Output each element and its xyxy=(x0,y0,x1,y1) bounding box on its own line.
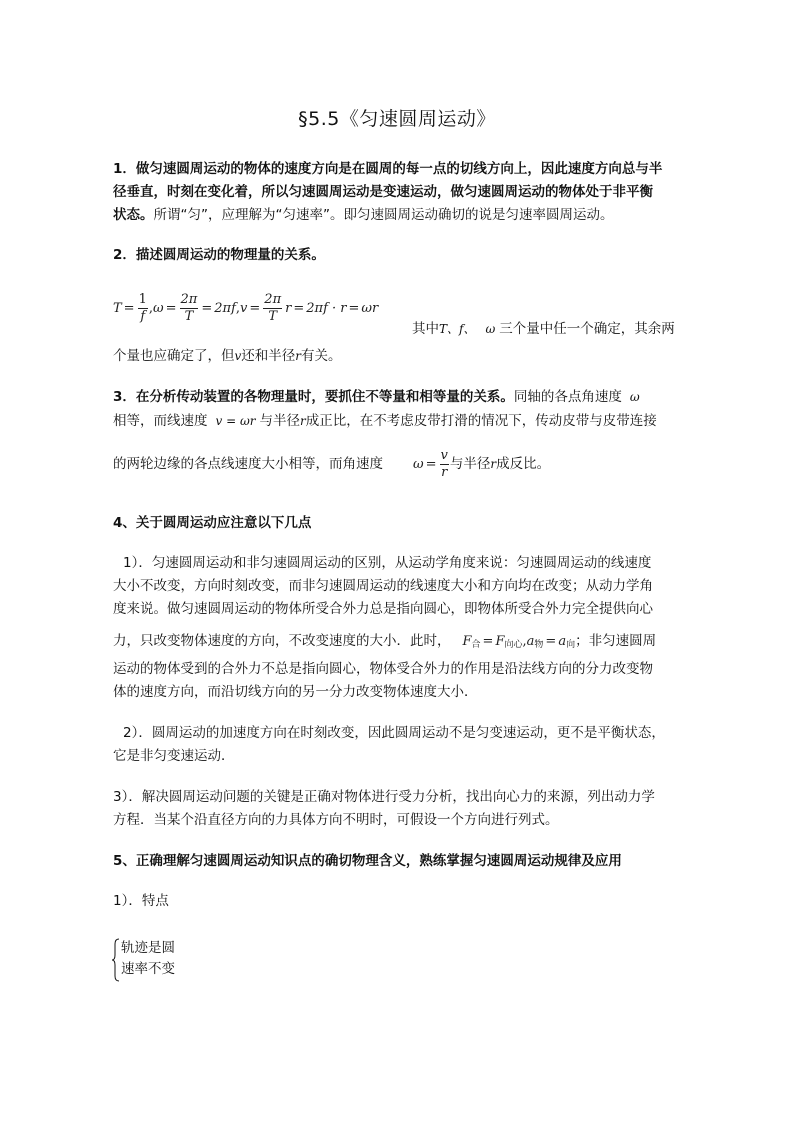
formula-force-acceleration: $F_合 = F_{向心},a_物 = a_向$ xyxy=(462,634,576,650)
section-4-heading: 4、关于圆周运动应注意以下几点 xyxy=(113,515,312,531)
page-title: §5.5《匀速圆周运动》 xyxy=(298,108,496,130)
section-5-subheading: 1）．特点 xyxy=(113,893,169,909)
section-4-item-1: 1）．匀速圆周运动和非匀速圆周运动的区别，从运动学角度来说：匀速圆周运动的线速度 大小不改变，方向时刻改变，而非匀速圆周运动的线速度大小和方向均在改变；从动力学角 度来说。做匀速圆周运动的物体所受合外力总是指向圆心，即物体所受合外力完全提供向心 xyxy=(113,555,653,617)
section-4-item-1-line-4: 力，只改变物体速度的方向，不改变速度的大小．此时， $F_合 = F_{向心},a_物 = a_向$；非匀速圆周 xyxy=(113,633,657,650)
feature-item: 速率不变 xyxy=(121,961,175,977)
fraction-2pi-over-T-2: $\frac{2\pi}{T}$ xyxy=(264,292,282,324)
formula-period-relations: T = $\frac{1}{f}$ ,ω = $\frac{2\pi}{T}$ = 2πf,v = $\frac{2\pi}{T}$ r = 2πf · r = ωr xyxy=(113,292,379,324)
paragraph-3-line-2: 相等，而线速度 v = ωr 与半径r成正比，在不考虑皮带打滑的情况下，传动皮带与皮带连接 xyxy=(113,413,657,429)
features-list xyxy=(121,938,241,980)
paragraph-1-line-3: 状态。所谓“匀”，应理解为“匀速率”。即匀速圆周运动确切的说是匀速率圆周运动。 xyxy=(113,207,614,223)
paragraph-2-body-line-2: 个量也应确定了，但v还和半径r有关。 xyxy=(113,348,342,364)
paragraph-1-line-1: 1．做匀速圆周运动的物体的速度方向是在圆周的每一点的切线方向上，因此速度方向总与半 xyxy=(113,161,663,177)
section-4-item-2: 2）．圆周运动的加速度方向在时刻改变，因此圆周运动不是匀变速运动，更不是平衡状态， 它是非匀变速运动． xyxy=(113,725,665,764)
feature-item: 轨迹是圆 xyxy=(121,940,175,956)
paragraph-3-line-3: 的两轮边缘的各点线速度大小相等，而角速度 ω = $\frac{v}{r}$ 与半径r成反比。 xyxy=(113,448,551,480)
left-brace-icon xyxy=(112,938,120,982)
paragraph-3-line-1: 3．在分析传动装置的各物理量时，要抓住不等量和相等量的关系。同轴的各点角速度 ω xyxy=(113,389,640,405)
paragraph-2-heading: 2．描述圆周运动的物理量的关系。 xyxy=(113,247,325,263)
fraction-one-over-f: $\frac{1}{f}$ xyxy=(138,292,147,324)
section-4-item-3: 3）．解决圆周运动问题的关键是正确对物体进行受力分析，找出向心力的来源，列出动力学 方程．当某个沿直径方向的力具体方向不明时，可假设一个方向进行列式。 xyxy=(113,789,655,828)
section-4-item-1-lines-5-6: 运动的物体受到的合外力不总是指向圆心，物体受合外力的作用是沿法线方向的分力改变物 体的速度方向，而沿切线方向的另一分力改变物体速度大小． xyxy=(113,661,653,700)
formula-omega-v-over-r: ω = $\frac{v}{r}$ xyxy=(413,448,448,480)
paragraph-1-line-2: 径垂直，时刻在变化着，所以匀速圆周运动是变速运动，做匀速圆周运动的物体处于非平衡 xyxy=(113,184,653,200)
paragraph-1 xyxy=(113,158,683,227)
section-5-heading: 5、正确理解匀速圆周运动知识点的确切物理含义，熟练掌握匀速圆周运动规律及应用 xyxy=(113,853,622,869)
fraction-2pi-over-T: $\frac{2\pi}{T}$ xyxy=(180,292,198,324)
paragraph-2-body-line-1: 其中T、f、 ω 三个量中任一个确定，其余两 xyxy=(412,321,675,337)
